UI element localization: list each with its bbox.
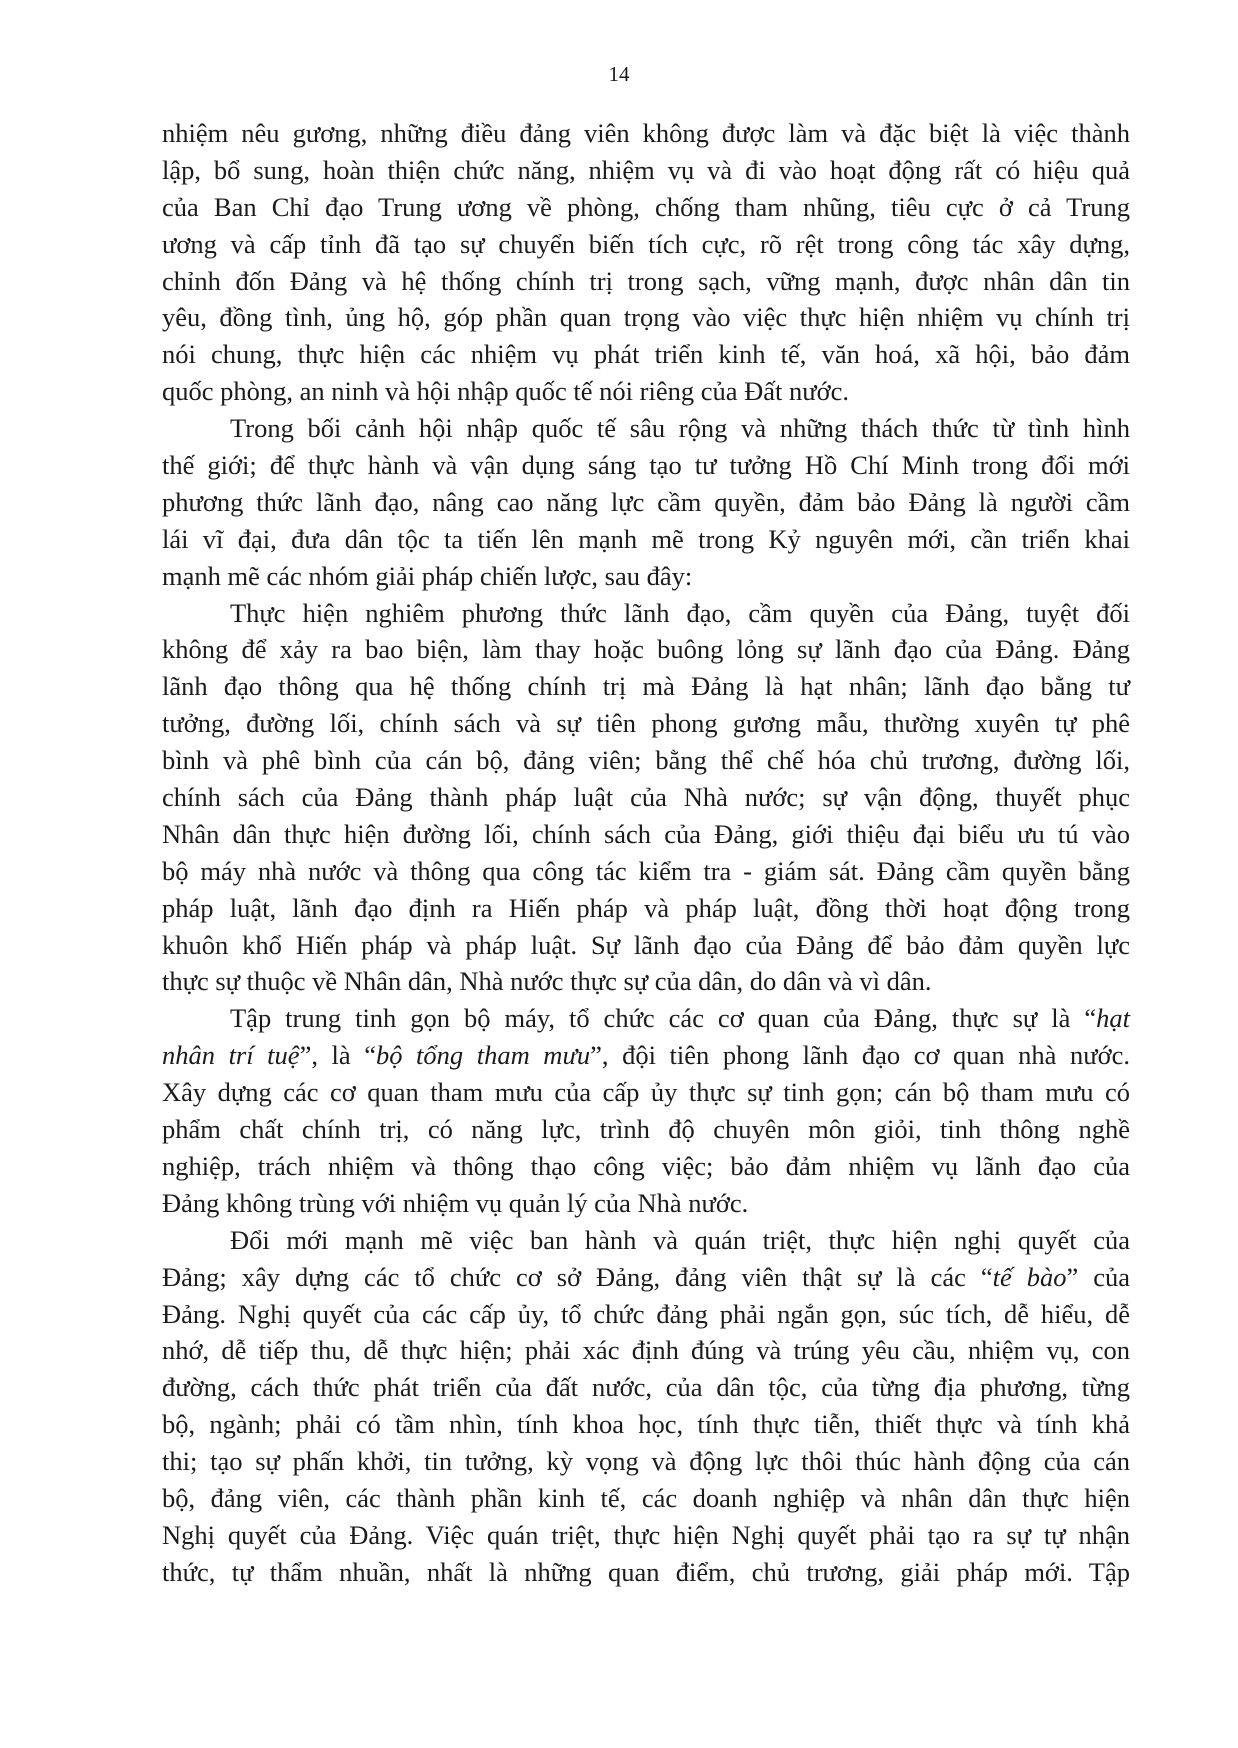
text-line bbox=[162, 816, 1130, 853]
text-line bbox=[162, 373, 1130, 410]
text-span: khuôn khổ Hiến pháp và pháp luật. Sự lãnh đạo của Đảng để bảo đảm quyền lực bbox=[162, 929, 1130, 960]
text-span: nhiệm nêu gương, những điều đảng viên không được làm và đặc biệt là việc thành bbox=[162, 118, 1130, 148]
text-span: lập, bổ sung, hoàn thiện chức năng, nhiệm vụ và đi vào hoạt động rất có hiệu quả bbox=[162, 154, 1130, 185]
text-span: chỉnh đốn Đảng và hệ thống chính trị trong sạch, vững mạnh, được nhân dân tin bbox=[162, 265, 1130, 296]
text-line bbox=[162, 1480, 1130, 1517]
text-span: bộ máy nhà nước và thông qua công tác kiểm tra - giám sát. Đảng cầm quyền bằng bbox=[162, 855, 1130, 886]
text-line bbox=[162, 447, 1130, 484]
text-line bbox=[162, 115, 1130, 152]
text-span: chính sách của Đảng thành pháp luật của Nhà nước; sự vận động, thuyết phục bbox=[162, 782, 1130, 813]
text-line bbox=[162, 631, 1130, 668]
text-line bbox=[162, 299, 1130, 336]
text-span: phẩm chất chính trị, có năng lực, trình độ chuyên môn giỏi, tinh thông nghề bbox=[162, 1114, 1130, 1145]
text-span: Đổi mới mạnh mẽ việc ban hành và quán triệt, thực hiện nghị quyết của bbox=[230, 1224, 1130, 1255]
text-line bbox=[162, 742, 1130, 779]
text-span: quốc phòng, an ninh và hội nhập quốc tế nói riêng của Đất nước. bbox=[162, 376, 850, 407]
text-span: pháp luật, lãnh đạo định ra Hiến pháp và pháp luật, đồng thời hoạt động trong bbox=[162, 892, 1130, 923]
text-line bbox=[162, 1259, 1130, 1296]
text-span: tưởng, đường lối, chính sách và sự tiên phong gương mẫu, thường xuyên tự phê bbox=[162, 708, 1130, 739]
paragraph-first-line bbox=[162, 1222, 1130, 1259]
text-span: Trong bối cảnh hội nhập quốc tế sâu rộng và những thách thức từ tình hình bbox=[230, 413, 1130, 444]
text-span: ”, là “ bbox=[299, 1040, 376, 1071]
text-span: nhớ, dễ tiếp thu, dễ thực hiện; phải xác định đúng và trúng yêu cầu, nhiệm vụ, con bbox=[162, 1335, 1130, 1366]
italic-text: nhân trí tuệ bbox=[162, 1040, 300, 1071]
text-span: yêu, đồng tình, ủng hộ, góp phần quan trọng vào việc thực hiện nhiệm vụ chính trị bbox=[162, 302, 1130, 333]
text-line bbox=[162, 705, 1130, 742]
text-span: lãnh đạo thông qua hệ thống chính trị mà Đảng là hạt nhân; lãnh đạo bằng tư bbox=[162, 671, 1130, 702]
text-line bbox=[162, 521, 1130, 558]
text-line bbox=[162, 1443, 1130, 1480]
paragraph-first-line bbox=[162, 1000, 1130, 1037]
text-line bbox=[162, 1185, 1130, 1222]
text-line bbox=[162, 779, 1130, 816]
paragraph-first-line bbox=[162, 595, 1130, 632]
text-line bbox=[162, 1037, 1130, 1074]
text-span: Tập trung tinh gọn bộ máy, tổ chức các cơ quan của Đảng, thực sự là “ bbox=[230, 1003, 1097, 1034]
italic-text: bộ tổng tham mưu bbox=[375, 1040, 591, 1071]
text-span: bộ, ngành; phải có tầm nhìn, tính khoa học, tính thực tiễn, thiết thực và tính khả bbox=[162, 1409, 1130, 1440]
text-span: Xây dựng các cơ quan tham mưu của cấp ủy thực sự tinh gọn; cán bộ tham mưu có bbox=[162, 1077, 1130, 1108]
text-line bbox=[162, 890, 1130, 927]
text-span: của Ban Chỉ đạo Trung ương về phòng, chống tham nhũng, tiêu cực ở cả Trung bbox=[162, 191, 1130, 222]
text-span: thi; tạo sự phấn khởi, tin tưởng, kỳ vọng và động lực thôi thúc hành động của cán bbox=[162, 1446, 1130, 1477]
text-line bbox=[162, 263, 1130, 300]
text-line bbox=[162, 1332, 1130, 1369]
italic-text: hạt bbox=[1096, 1003, 1130, 1034]
italic-text: tế bào bbox=[992, 1261, 1067, 1292]
text-span: thực sự thuộc về Nhân dân, Nhà nước thực sự của dân, do dân và vì dân. bbox=[162, 966, 932, 997]
body-text bbox=[162, 115, 1130, 1591]
text-line bbox=[162, 1406, 1130, 1443]
text-span: lái vĩ đại, đưa dân tộc ta tiến lên mạnh mẽ trong Kỷ nguyên mới, cần triển khai bbox=[162, 523, 1130, 554]
text-line bbox=[162, 1296, 1130, 1333]
text-line bbox=[162, 1148, 1130, 1185]
text-line bbox=[162, 558, 1130, 595]
text-line bbox=[162, 1074, 1130, 1111]
text-line bbox=[162, 1554, 1130, 1591]
text-span: nói chung, thực hiện các nhiệm vụ phát triển kinh tế, văn hoá, xã hội, bảo đảm bbox=[162, 339, 1130, 370]
text-span: bình và phê bình của cán bộ, đảng viên; bằng thể chế hóa chủ trương, đường lối, bbox=[162, 745, 1130, 776]
text-span: không để xảy ra bao biện, làm thay hoặc buông lỏng sự lãnh đạo của Đảng. Đảng bbox=[162, 634, 1130, 665]
text-span: Đảng; xây dựng các tổ chức cơ sở Đảng, đảng viên thật sự là các “ bbox=[162, 1261, 993, 1292]
text-span: mạnh mẽ các nhóm giải pháp chiến lược, sau đây: bbox=[162, 560, 693, 591]
text-line bbox=[162, 226, 1130, 263]
text-line bbox=[162, 336, 1130, 373]
text-span: ương và cấp tỉnh đã tạo sự chuyển biến tích cực, rõ rệt trong công tác xây dựng, bbox=[162, 228, 1130, 259]
text-line bbox=[162, 963, 1130, 1000]
text-span: thức, tự thẩm nhuần, nhất là những quan điểm, chủ trương, giải pháp mới. Tập bbox=[162, 1556, 1130, 1587]
text-line bbox=[162, 927, 1130, 964]
text-span: Nhân dân thực hiện đường lối, chính sách của Đảng, giới thiệu đại biểu ưu tú vào bbox=[162, 818, 1130, 849]
text-line bbox=[162, 484, 1130, 521]
paragraph-first-line bbox=[162, 410, 1130, 447]
text-span: nghiệp, trách nhiệm và thông thạo công việc; bảo đảm nhiệm vụ lãnh đạo của bbox=[162, 1150, 1130, 1181]
text-span: ”, đội tiên phong lãnh đạo cơ quan nhà nước. bbox=[590, 1040, 1130, 1071]
text-span: bộ, đảng viên, các thành phần kinh tế, các doanh nghiệp và nhân dân thực hiện bbox=[162, 1482, 1130, 1513]
text-line bbox=[162, 668, 1130, 705]
text-span: Đảng. Nghị quyết của các cấp ủy, tổ chức đảng phải ngắn gọn, súc tích, dễ hiểu, dễ bbox=[162, 1298, 1130, 1329]
text-line bbox=[162, 1517, 1130, 1554]
text-span: thế giới; để thực hành và vận dụng sáng tạo tư tưởng Hồ Chí Minh trong đổi mới bbox=[162, 450, 1130, 481]
text-line bbox=[162, 189, 1130, 226]
text-span: Thực hiện nghiêm phương thức lãnh đạo, cầm quyền của Đảng, tuyệt đối bbox=[230, 597, 1130, 628]
text-span: ” của bbox=[1066, 1261, 1130, 1292]
text-line bbox=[162, 152, 1130, 189]
text-line bbox=[162, 1369, 1130, 1406]
text-span: đường, cách thức phát triển của đất nước, của dân tộc, của từng địa phương, từng bbox=[162, 1372, 1130, 1403]
text-span: Đảng không trùng với nhiệm vụ quản lý của Nhà nước. bbox=[162, 1187, 749, 1218]
text-span: Nghị quyết của Đảng. Việc quán triệt, thực hiện Nghị quyết phải tạo ra sự tự nhận bbox=[162, 1519, 1130, 1550]
text-span: phương thức lãnh đạo, nâng cao năng lực cầm quyền, đảm bảo Đảng là người cầm bbox=[162, 486, 1130, 517]
text-line bbox=[162, 1111, 1130, 1148]
text-line bbox=[162, 853, 1130, 890]
page-number: 14 bbox=[608, 62, 630, 86]
